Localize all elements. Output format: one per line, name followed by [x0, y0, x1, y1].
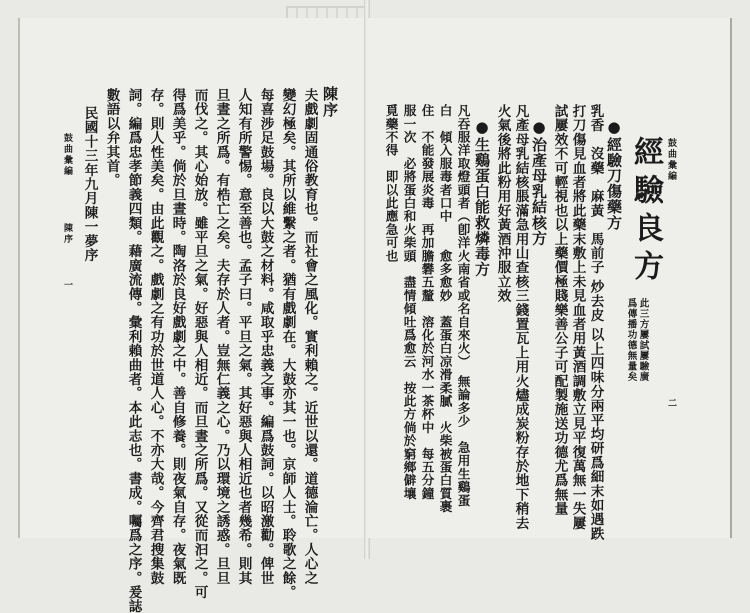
left-page — [18, 18, 368, 613]
title-note: 此三方屢試屢驗廣 — [637, 298, 649, 382]
margin-book-title: 鼓曲彙編 — [666, 138, 676, 182]
margin-book-title: 鼓曲彙編 — [62, 133, 72, 177]
right-page — [368, 18, 732, 541]
text-column: 覓藥不得 即以此應急可也 — [383, 104, 399, 263]
text-column: 夫戲劇固通俗教育也。而社會之風化。實利賴之。近世以還。道德淪亡。人心之 — [301, 88, 318, 585]
text-column: 變幻極矣。其所以維繫之者。猶有戲劇在。大鼓亦其一也。京師人士。聆歌之餘。 — [279, 88, 296, 600]
text-column: 詞。編爲忠孝節義四類。藉廣流傳。彙利賴曲者。本此志也。書成。囑爲之序。爰誌 — [125, 88, 142, 613]
text-column: 火氣後將此粉用好黃酒沖服立效 — [494, 104, 511, 303]
text-column: 得爲美乎。倘於旦晝時。陶洛於良好戲劇之中。善自修養。則夜氣自存。夜氣既 — [169, 88, 186, 585]
text-column: 服一次 必將蛋白和火柴頭 盡情傾吐爲愈云 按此方倘於窮鄉僻壤 — [401, 104, 417, 500]
preface-heading: 陳序 — [321, 86, 339, 118]
text-column: 乳香 沒藥 麻黃 馬前子 炒去皮 以上四味分兩平均研爲細末如遇跌 — [587, 104, 604, 541]
text-column: 住 不能發展炎毒 再加膽礬五釐 溶化於河水一茶杯中 每五分鐘 — [419, 104, 435, 500]
page-number: 二 — [666, 398, 676, 409]
text-column: 凡吞服洋取燈頭者（卽洋火南省或名自來火） 無論多少 急用生鷄蛋 — [455, 104, 471, 507]
text-column: 每喜涉足鼓場。良以大鼓之材料。咸取乎忠義之事。編爲鼓詞。以昭激勸。俾世 — [257, 88, 274, 585]
section-heading: ●生鷄蛋白能救燐毒方 — [473, 118, 491, 277]
text-column: 凡產母乳結核脹滿急用山查核三錢置瓦上用火燼成炭粉存於地下稍去 — [512, 104, 529, 530]
text-column: 而伐之。其心始放。雖平旦之氣。好惡與人相近。而旦晝之所爲。又從而汩之。可 — [191, 88, 208, 600]
section-heading: ●經驗刀傷藥方 — [605, 118, 623, 231]
text-column: 白 傾入服毒者口中 愈多愈妙 蓋蛋白凉滑柔膩 火柴被蛋白質裹 — [437, 104, 453, 514]
text-column: 數語以弁其首。 — [103, 88, 120, 188]
text-column: 存。則人性美矣。由此觀之。戲劇之有功於世道人心。不亦大哉。今齊君搜集鼓 — [147, 88, 164, 585]
page-number: 一 — [62, 280, 72, 291]
text-column: 打刀傷見血者將此藥末敷上未見血者用黃酒調敷立見平復萬無一失屢 — [569, 104, 586, 530]
page-title: 經驗良方 — [628, 136, 663, 288]
margin-section: 陳序 — [62, 223, 72, 245]
text-column: 試屢效不可輕視也以上藥價極賤樂善公子可配製施送功德尤爲無量 — [551, 104, 568, 516]
text-column: 旦晝之所爲。有梏亡之矣。夫存於人者。豈無仁義之心。乃以環境之誘惑。旦旦 — [213, 88, 230, 585]
title-note: 爲傳播功德無量矣 — [625, 298, 637, 382]
text-column: 人知有所警惕。意至善也。孟子曰。平旦之氣。其好惡與人相近也者幾希。則其 — [235, 88, 252, 585]
section-heading: ●治產母乳結核方 — [530, 118, 548, 246]
signature-date: 民國十三年九月陳一夢序 — [81, 106, 98, 263]
